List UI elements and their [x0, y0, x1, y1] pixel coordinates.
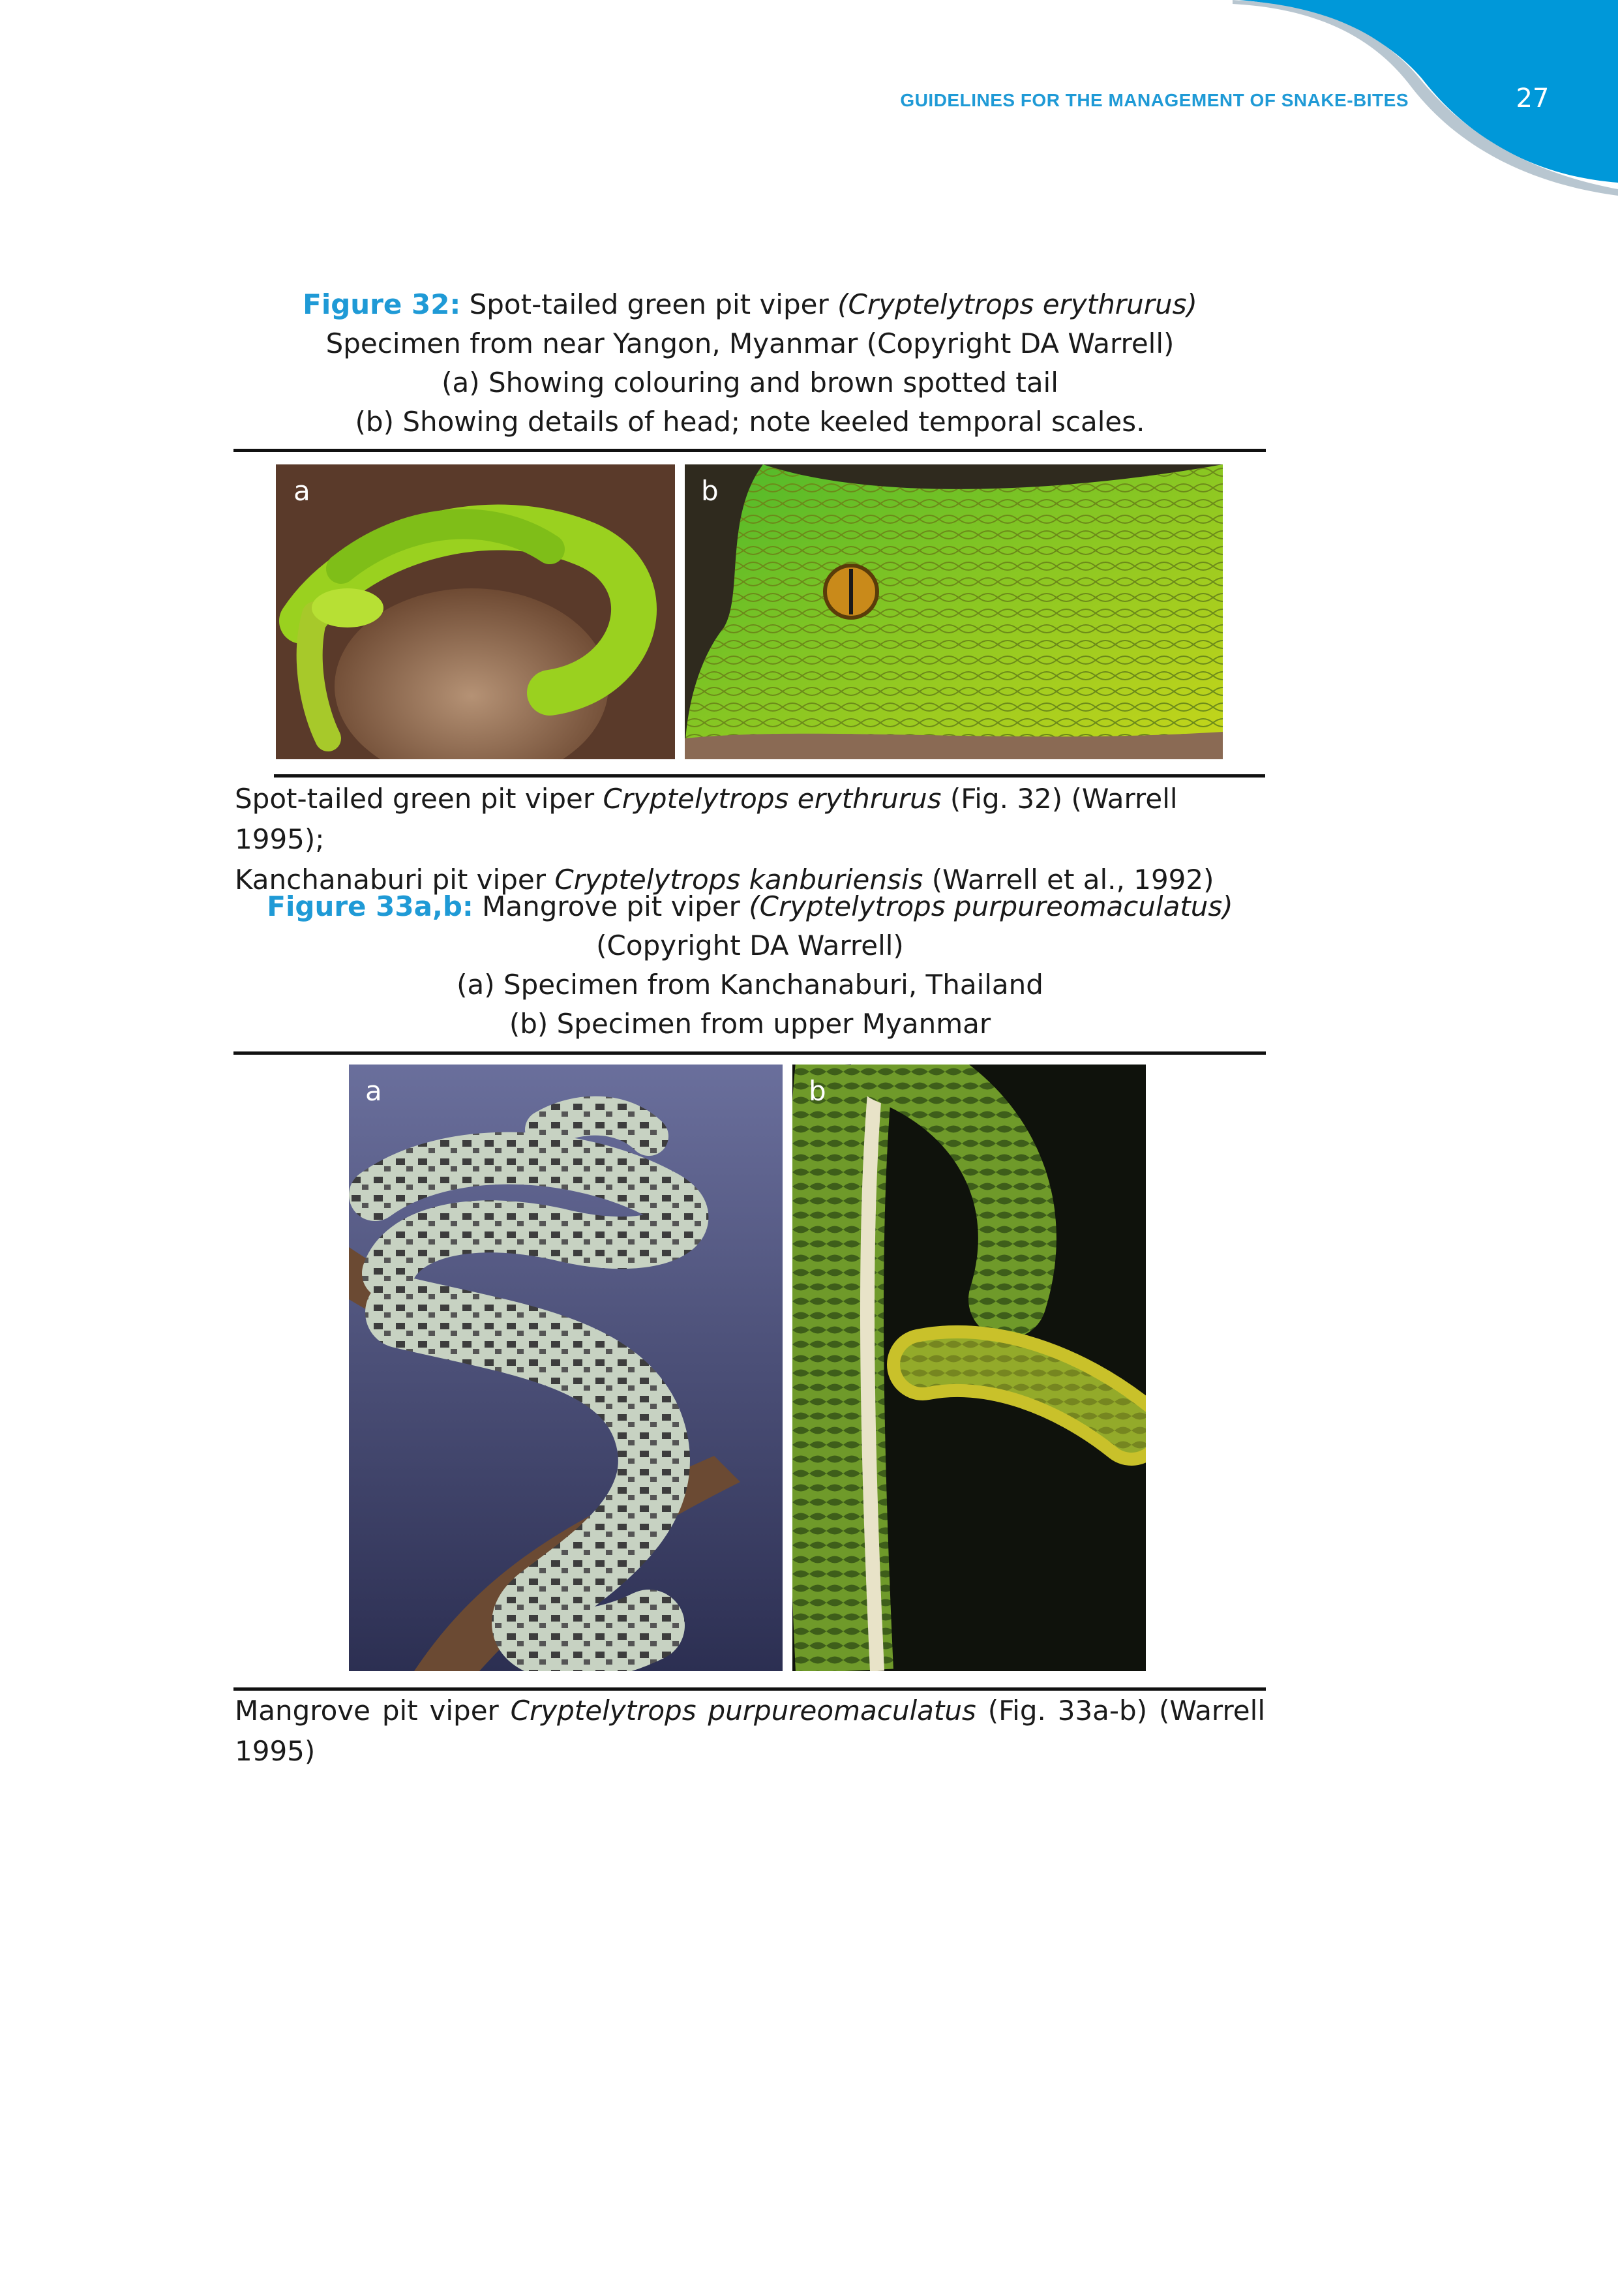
- species-note-1-post: (Fig. 32) (Warrell 1995);: [235, 783, 1178, 855]
- species-note-1-italic: Cryptelytrops erythrurus: [603, 783, 942, 815]
- figure-32-line-1: Specimen from near Yangon, Myanmar (Copyright DA Warrell): [325, 327, 1175, 359]
- running-header: GUIDELINES FOR THE MANAGEMENT OF SNAKE-BITES: [900, 90, 1409, 110]
- figure-32b-panel-letter: b: [701, 475, 719, 507]
- figure-32b-photo: [685, 464, 1223, 759]
- figure-33a-panel-letter: a: [365, 1075, 382, 1107]
- figure-33-top-rule: [233, 1051, 1266, 1055]
- figure-33-title-species: (Cryptelytrops purpureomaculatus): [749, 890, 1233, 922]
- species-note-2-text: Kanchanaburi pit viper: [235, 864, 555, 896]
- figure-32-top-rule: [233, 449, 1266, 452]
- species-note-line-1: [235, 779, 1265, 860]
- figure-32-title-species: (Cryptelytrops erythrurus): [837, 288, 1197, 320]
- figure-32-species-note: [235, 779, 1265, 900]
- figure-32a-photo: [276, 464, 675, 759]
- figure-33-label: Figure 33a,b:: [267, 890, 473, 922]
- species-note-3-post: (Fig. 33a-b) (Warrell 1995): [235, 1695, 1265, 1767]
- species-note-3-text: Mangrove pit viper: [235, 1695, 511, 1727]
- figure-33b-photo: [792, 1065, 1146, 1671]
- figure-33b-panel-letter: b: [809, 1075, 826, 1107]
- figure-32-line-3: (b) Showing details of head; note keeled temporal scales.: [355, 406, 1145, 438]
- page-number: 27: [1516, 83, 1550, 113]
- figure-32-title: [235, 285, 1265, 324]
- species-note-2-italic: Cryptelytrops kanburiensis: [554, 864, 923, 896]
- figure-32-bottom-rule: [274, 774, 1265, 778]
- figure-32-caption: [235, 285, 1265, 442]
- figure-33a-photo: [349, 1065, 783, 1671]
- figure-32-line-2: (a) Showing colouring and brown spotted tail: [442, 367, 1058, 399]
- figure-33-species-note: [235, 1691, 1265, 1772]
- species-note-3-italic: Cryptelytrops purpureomaculatus: [510, 1695, 976, 1727]
- figure-33-line-3: (b) Specimen from upper Myanmar: [509, 1008, 991, 1040]
- figure-32a-panel-letter: a: [293, 475, 310, 507]
- figure-32-label: Figure 32:: [303, 288, 461, 320]
- figure-33-title-text: Mangrove pit viper: [482, 890, 740, 922]
- figure-33-title: [235, 887, 1265, 926]
- species-note-1-text: Spot-tailed green pit viper: [235, 783, 603, 815]
- figure-33-line-1: (Copyright DA Warrell): [596, 929, 904, 961]
- figure-33-caption: [235, 887, 1265, 1044]
- species-note-2-post: (Warrell et al., 1992): [923, 864, 1214, 896]
- figure-33-line-2: (a) Specimen from Kanchanaburi, Thailand: [457, 969, 1043, 1001]
- figure-32-title-text: Spot-tailed green pit viper: [469, 288, 829, 320]
